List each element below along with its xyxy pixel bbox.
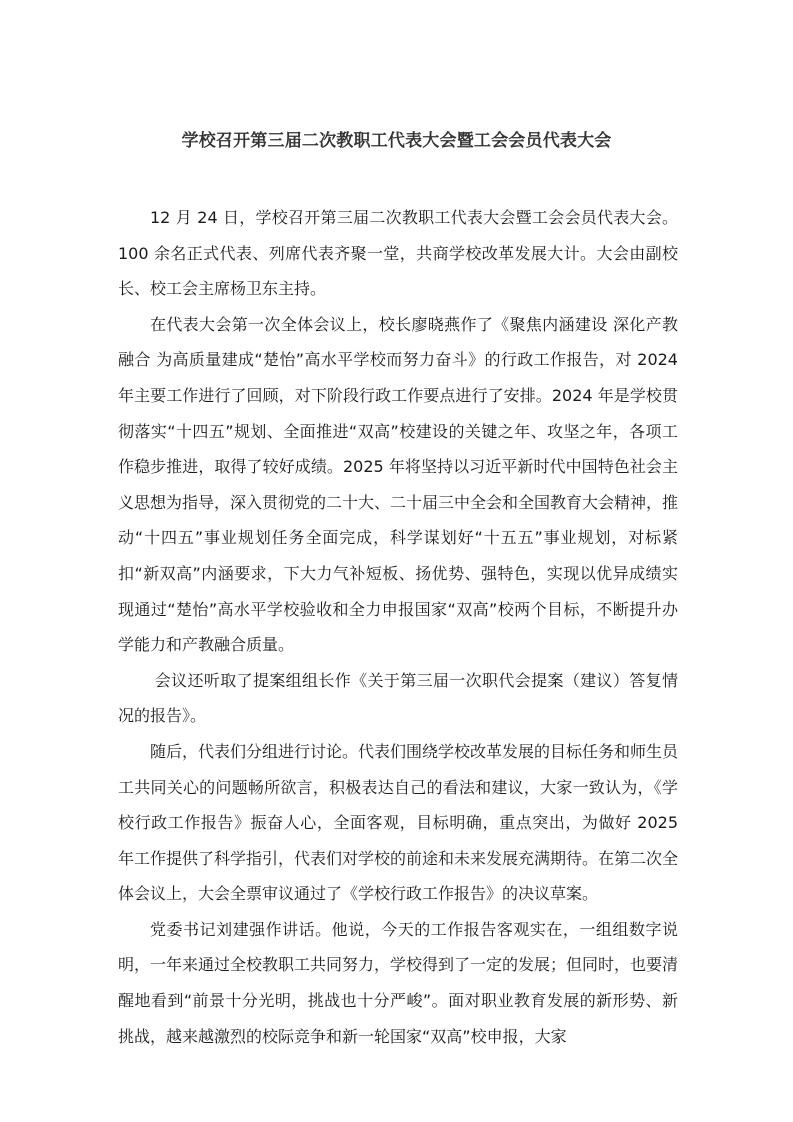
paragraph-2: 在代表大会第一次全体会议上，校长廖晓燕作了《聚焦内涵建设 深化产教融合 为高质量建成“楚怡”高水平学校而努力奋斗》的行政工作报告，对 2024 年主要工作进行了回顾，对下阶段行政工作要点进行了安排。2024 年是学校贯彻落实“十四五”规划、全面推进“双高”校建设的关键之年、攻坚之年，各项工作稳步推进，取得了较好成绩。2025 年将坚持以习近平新时代中国特色社会主义思想为指导，深入贯彻党的二十大、二十届三中全会和全国教育大会精神，推动“十四五”事业规划任务全面完成，科学谋划好“十五五”事业规划，对标紧扣“新双高”内涵要求，下大力气补短板、扬优势、强特色，实现以优异成绩实现通过“楚怡”高水平学校验收和全力申报国家“双高”校两个目标，不断提升办学能力和产教融合质量。 <box>118 314 679 655</box>
paragraph-4: 随后，代表们分组进行讨论。代表们围绕学校改革发展的目标任务和师生员工共同关心的问题畅所欲言，积极表达自己的看法和建议，大家一致认为，《学校行政工作报告》振奋人心，全面客观，目标明确，重点突出，为做好 2025 年工作提供了科学指引，代表们对学校的前途和未来发展充满期待。在第二次全体会议上，大会全票审议通过了《学校行政工作报告》的决议草案。 <box>118 741 679 904</box>
document-body <box>118 200 678 1054</box>
paragraph-5: 党委书记刘建强作讲话。他说，今天的工作报告客观实在，一组组数字说明，一年来通过全校教职工共同努力，学校得到了一定的发展；但同时，也要清醒地看到“前景十分光明，挑战也十分严峻”。面对职业教育发展的新形势、新挑战，越来越激烈的校际竞争和新一轮国家“双高”校申报，大家 <box>118 919 679 1046</box>
paragraph-1: 12 月 24 日，学校召开第三届二次教职工代表大会暨工会会员代表大会。100 余名正式代表、列席代表齐聚一堂，共商学校改革发展大计。大会由副校长、校工会主席杨卫东主持。 <box>118 208 678 299</box>
paragraph-3: 会议还听取了提案组组长作《关于第三届一次职代会提案（建议）答复情况的报告》。 <box>118 670 678 726</box>
document-title: 学校召开第三届二次教职工代表大会暨工会会员代表大会 <box>181 131 612 151</box>
